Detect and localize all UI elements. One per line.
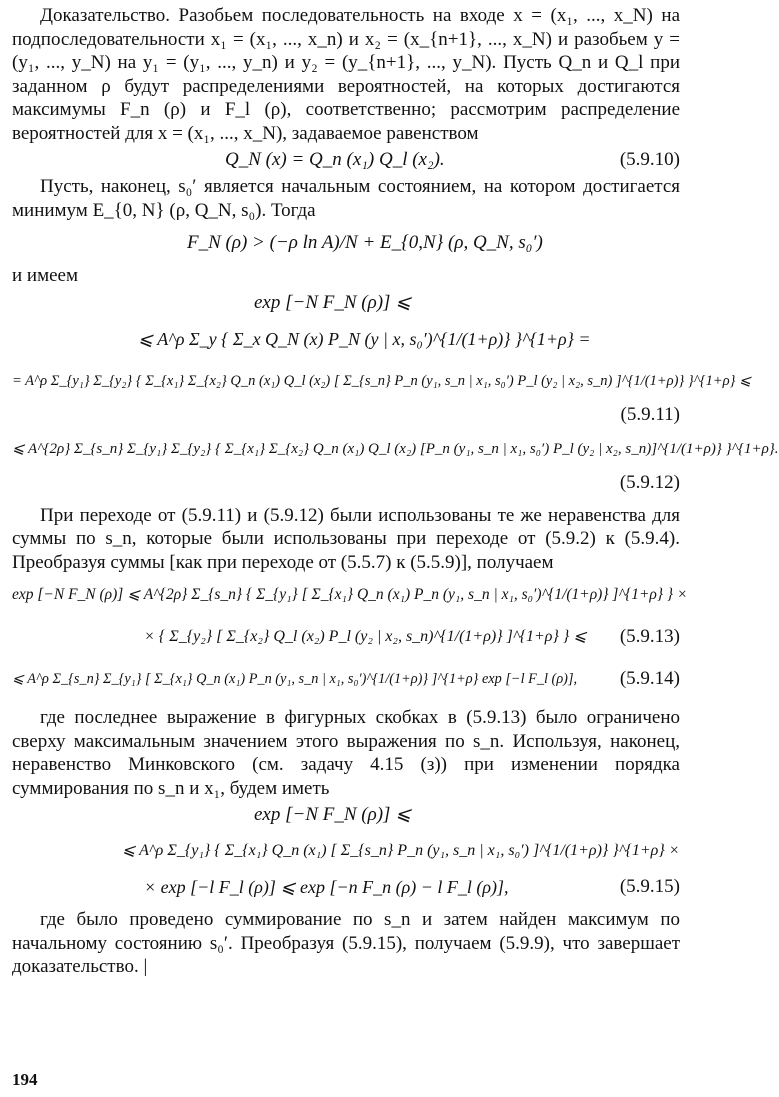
paragraph-conclusion: где было проведено суммирование по s_n и затем найден максимум по начальному состоянию s₀′. Преобразуя (5.9.15), получаем (5.9.9), что завершает доказательство. | [12, 909, 680, 977]
equation-body: ⩽ A^{2ρ} Σ_{s_n} Σ_{y₁} Σ_{y₂} { Σ_{x₁} Σ_{x₂} Q_n (x₁) Q_l (x₂) [P_n (y₁, s_n | x₁, s₀′) P_l (y₂ | x₂, s_n)]^{1/(1+ρ)} }^{1+ρ}. [12, 440, 779, 457]
paragraph-transition: При переходе от (5.9.11) и (5.9.12) были использованы те же неравенства для суммы по s_n, которые были использованы при переходе от (5.9.2) к (5.9.4). Преобразуя суммы [как при переходе от (5.5.7) к (5.5.9)], получаем [12, 504, 680, 573]
equation-5-9-11-line-2 [12, 318, 680, 360]
equation-number: (5.9.15) [619, 876, 680, 897]
equation-body: × exp [−l F_l (ρ)] ⩽ exp [−n F_n (ρ) − l F_l (ρ)], [144, 877, 509, 897]
equation-body: exp [−N F_N (ρ)] ⩽ [254, 804, 412, 825]
equation-body: × { Σ_{y₂} [ Σ_{x₂} Q_l (x₂) P_l (y₂ | x₂, s_n)^{1/(1+ρ)} ]^{1+ρ} } ⩽ [144, 628, 587, 645]
equation-bound [12, 222, 680, 264]
equation-5-9-15-line-3 [12, 872, 680, 902]
equation-5-9-12-number-line [12, 470, 680, 496]
equation-body: exp [−N F_N (ρ)] ⩽ [254, 291, 412, 313]
equation-body: F_N (ρ) > (−ρ ln A)/N + E_{0,N} (ρ, Q_N, s₀′) [187, 232, 543, 253]
equation-5-9-15-line-1 [12, 800, 680, 830]
equation-5-9-12 [12, 428, 779, 470]
equation-number: (5.9.10) [619, 149, 680, 170]
equation-body: ⩽ A^ρ Σ_{s_n} Σ_{y₁} [ Σ_{x₁} Q_n (x₁) P_n (y₁, s_n | x₁, s₀′)^{1/(1+ρ)} ]^{1+ρ} exp [−l F_l (ρ)], [12, 671, 578, 687]
page [12, 4, 779, 1089]
equation-body: Q_N (x) = Q_n (x₁) Q_l (x₂). [225, 149, 445, 170]
paragraph-bounded: где последнее выражение в фигурных скобках в (5.9.13) было ограничено сверху максимальным значением этого выражения по s_n. Используя, наконец, неравенство Минковского (см. задачу 4.15 (з)) при изменении порядка суммирования по s_n и x₁, будем иметь [12, 707, 680, 799]
paragraph-proof-start: Доказательство. Разобьем последовательность на входе x = (x₁, ..., x_N) на подпоследовательности x₁ = (x₁, ..., x_n) и x₂ = (x_{n+1}, ..., x_N) и разобьем y = (y₁, ..., y_N) на y₁ = (y₁, ..., y_n) и y₂ = (y_{n+1}, ..., y_N). Пусть Q_n и Q_l при заданном ρ будут распределениями вероятностей, на которых достигаются максимумы F_n (ρ) и F_l (ρ), соответственно; рассмотрим распределение вероятностей для x = (x₁, ..., x_N), задаваемое равенством [12, 5, 680, 144]
paragraph-minimum: Пусть, наконец, s₀′ является начальным состоянием, на котором достигается минимум E_{0, N} (ρ, Q_N, s₀). Тогда [12, 176, 680, 221]
equation-body: ⩽ A^ρ Σ_y { Σ_x Q_N (x) P_N (y | x, s₀′)^{1/(1+ρ)} }^{1+ρ} = [138, 328, 591, 349]
equation-number: (5.9.11) [620, 403, 680, 425]
equation-number: (5.9.13) [619, 626, 680, 647]
equation-5-9-11-line-3 [12, 360, 752, 402]
equation-5-9-13-line-1 [12, 574, 688, 616]
equation-body: ⩽ A^ρ Σ_{y₁} { Σ_{x₁} Q_n (x₁) [ Σ_{s_n} P_n (y₁, s_n | x₁, s₀′) ]^{1/(1+ρ)} }^{1+ρ} × [122, 842, 680, 859]
paragraph-and-have: и имеем [12, 265, 78, 286]
equation-body: = A^ρ Σ_{y₁} Σ_{y₂} { Σ_{x₁} Σ_{x₂} Q_n (x₁) Q_l (x₂) [ Σ_{s_n} P_n (y₁, s_n | x₁, s₀′) P_l (y₂ | x₂, s_n) ]^{1/(1+ρ)} }^{1+ρ} ⩽ [12, 372, 752, 389]
equation-5-9-11-line-1 [12, 288, 680, 318]
equation-body: exp [−N F_N (ρ)] ⩽ A^{2ρ} Σ_{s_n} { Σ_{y₁} [ Σ_{x₁} Q_n (x₁) P_n (y₁, s_n | x₁, s₀′)^{1/(1+ρ)} ]^{1+ρ} } × [12, 586, 688, 603]
equation-5-9-11-number-line [12, 402, 680, 428]
equation-number: (5.9.14) [619, 668, 680, 689]
equation-5-9-10 [12, 145, 680, 175]
equation-number: (5.9.12) [619, 471, 680, 493]
equation-5-9-15-line-2 [12, 830, 680, 872]
page-number: 194 [12, 1070, 38, 1089]
equation-5-9-14 [12, 658, 680, 700]
equation-5-9-13-line-2 [12, 616, 680, 658]
